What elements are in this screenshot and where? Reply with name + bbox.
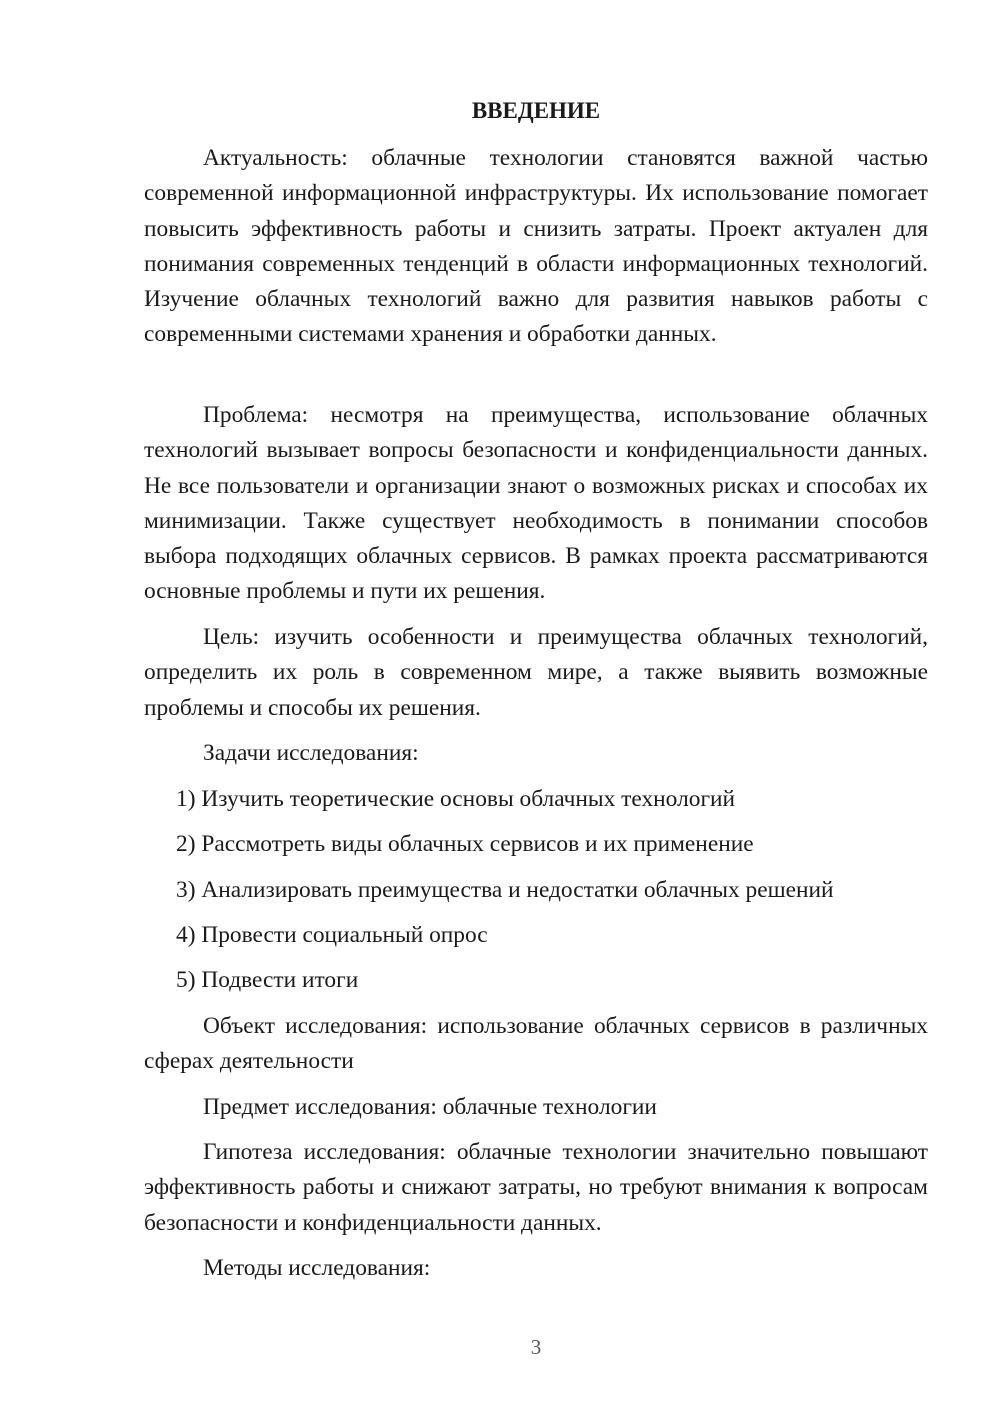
paragraph-object: Объект исследования: использование облачных сервисов в различных сферах деятельности bbox=[144, 1013, 928, 1075]
paragraph-relevance: Актуальность: облачные технологии становятся важной частью современной информационной инфраструктуры. Их использование помогает повысить эффективность работы и снизить затраты. Проект актуален для понимания современных тенденций в области информационных технологий. Изучение облачных технологий важно для развития навыков работы с современными системами хранения и обработки данных. bbox=[144, 145, 928, 348]
paragraph-hypothesis: Гипотеза исследования: облачные технологии значительно повышают эффективность работы и снижают затраты, но требуют внимания к вопросам безопасности и конфиденциальности данных. bbox=[144, 1139, 928, 1236]
paragraph-subject: Предмет исследования: облачные технологии bbox=[203, 1094, 657, 1120]
list-item: 2) Рассмотреть виды облачных сервисов и их применение bbox=[176, 831, 754, 857]
list-item: 1) Изучить теоретические основы облачных технологий bbox=[176, 786, 736, 812]
paragraph-goal: Цель: изучить особенности и преимущества облачных технологий, определить их роль в современном мире, а также выявить возможные проблемы и способы их решения. bbox=[144, 624, 928, 721]
list-item: 5) Подвести итоги bbox=[176, 967, 359, 993]
tasks-title: Задачи исследования: bbox=[203, 740, 419, 766]
list-item: 3) Анализировать преимущества и недостатки облачных решений bbox=[176, 877, 834, 903]
page-number: 3 bbox=[530, 1335, 542, 1359]
paragraph-problem: Проблема: несмотря на преимущества, использование облачных технологий вызывает вопросы безопасности и конфиденциальности данных. Не все пользователи и организации знают о возможных рисках и способах их минимизации. Также существует необходимость в понимании способов выбора подходящих облачных сервисов. В рамках проекта рассматриваются основные проблемы и пути их решения. bbox=[144, 402, 928, 605]
methods-title: Методы исследования: bbox=[203, 1255, 431, 1281]
list-item: 4) Провести социальный опрос bbox=[176, 922, 488, 948]
page-title: ВВЕДЕНИЕ bbox=[471, 98, 601, 123]
